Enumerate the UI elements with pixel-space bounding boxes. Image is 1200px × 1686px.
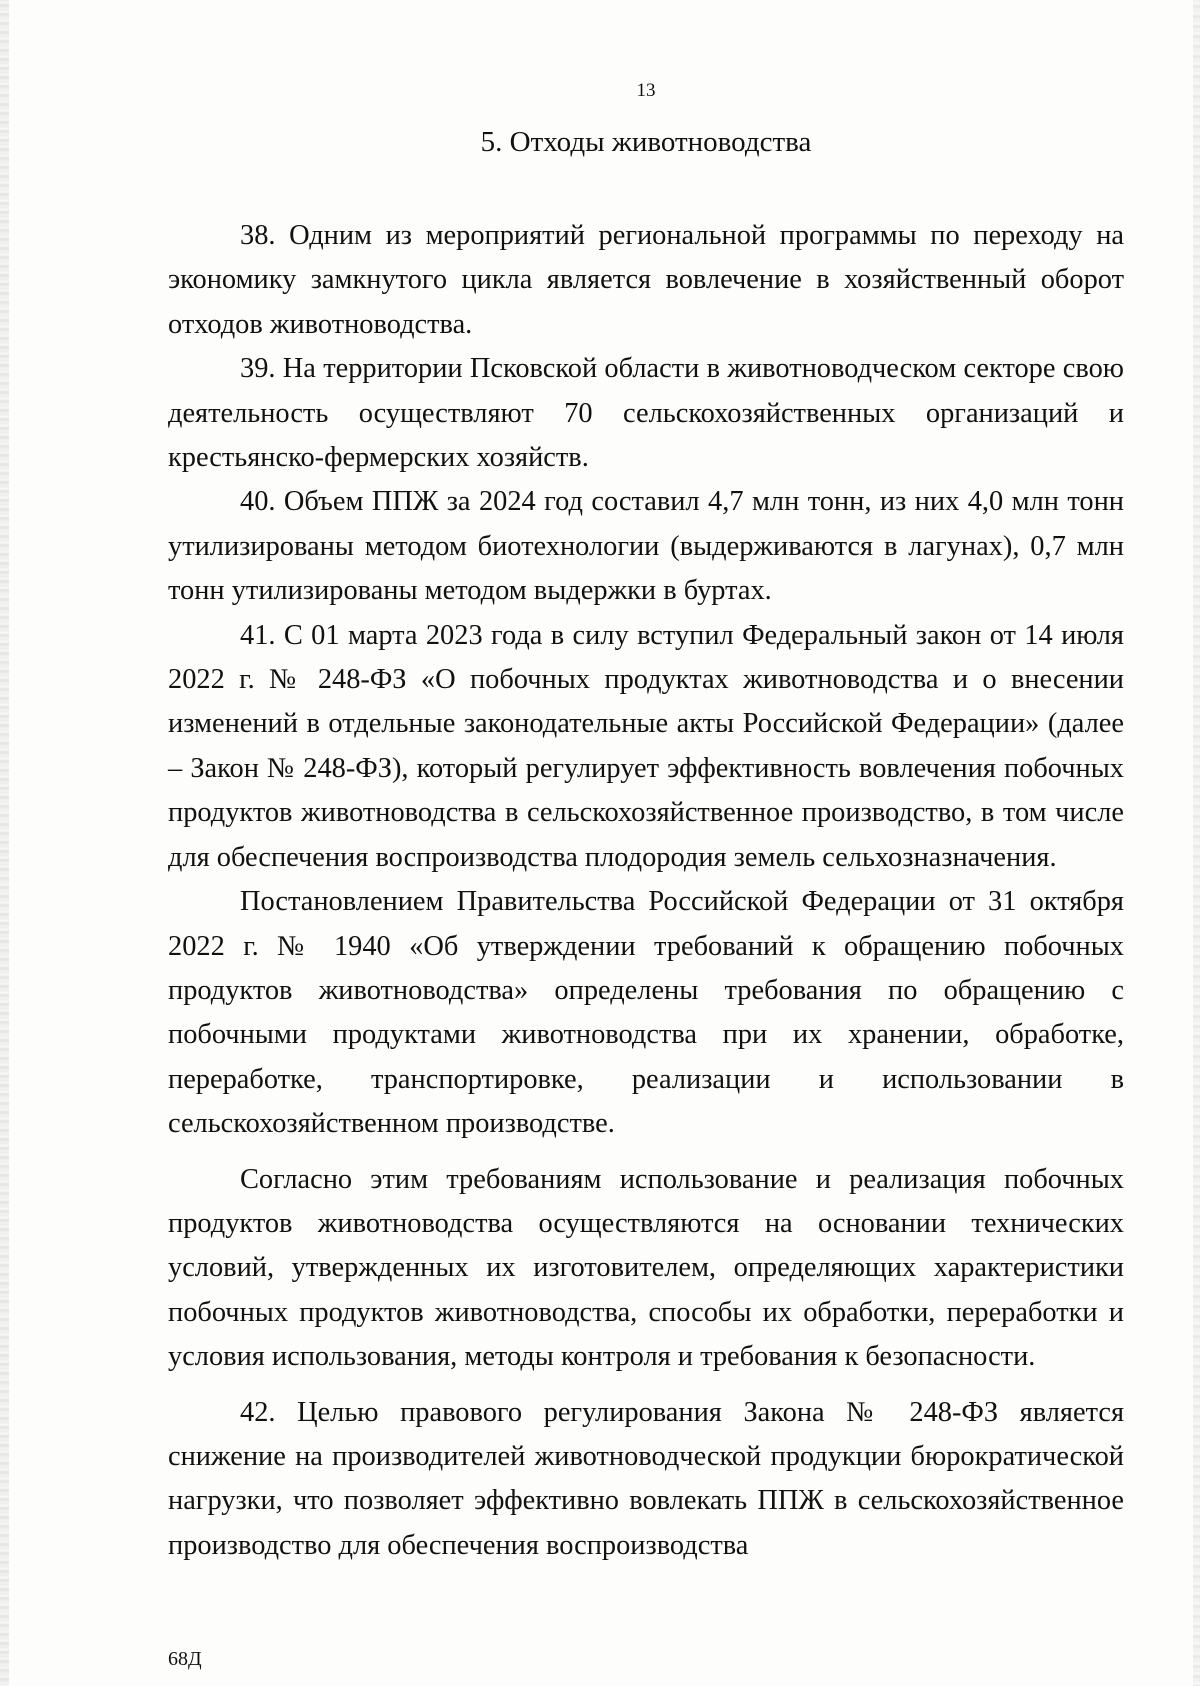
scan-edge-left [0, 0, 9, 1686]
body-text [168, 214, 1124, 1568]
paragraph-resolution-1940: Постановлением Правительства Российской Федерации от 31 октября 2022 г. № 1940 «Об утверждении требований к обращению побочных продуктов животноводства» определены требования по обращению с побочными продуктами животноводства при их хранении, обработке, переработке, транспортировке, реализации и использовании в сельскохозяйственном производстве. [168, 886, 1124, 1140]
paragraph-42: 42. Целью правового регулирования Закона № 248-ФЗ является снижение на производителей животноводческой продукции бюрократической нагрузки, что позволяет эффективно вовлекать ППЖ в сельскохозяйственное производство для обеспечения воспроизводства [168, 1396, 1124, 1561]
paragraph-spacer [168, 1380, 1124, 1391]
paragraph-41: 41. С 01 марта 2023 года в силу вступил Федеральный закон от 14 июля 2022 г. № 248-ФЗ «О побочных продуктах животноводства и о внесении изменений в отдельные законодательные акты Российской Федерации» (далее – Закон № 248-ФЗ), который регулирует эффективность вовлечения побочных продуктов животноводства в сельскохозяйственное производство, в том числе для обеспечения воспроизводства плодородия земель сельхозназначения. [168, 619, 1124, 873]
paragraph-39: 39. На территории Псковской области в животноводческом секторе свою деятельность осуществляют 70 сельскохозяйственных организаций и крестьянско-фермерских хозяйств. [168, 353, 1124, 474]
section-title: 5. Отходы животноводства [480, 126, 812, 158]
scan-edge-right [1193, 0, 1200, 1686]
paragraph-spacer [168, 1147, 1124, 1158]
paragraph-requirements: Согласно этим требованиям использование и реализация побочных продуктов животноводства осуществляются на основании технических условий, утвержденных их изготовителем, определяющих характеристики побочных продуктов животноводства, способы их обработки, переработки и условия использования, методы контроля и требования к безопасности. [168, 1163, 1124, 1373]
page-number: 13 [636, 80, 656, 101]
footer-code: 68Д [168, 1648, 202, 1670]
paragraph-40: 40. Объем ППЖ за 2024 год составил 4,7 млн тонн, из них 4,0 млн тонн утилизированы методом биотехнологии (выдерживаются в лагунах), 0,7 млн тонн утилизированы методом выдержки в буртах. [168, 486, 1124, 607]
paragraph-38: 38. Одним из мероприятий региональной программы по переходу на экономику замкнутого цикла является вовлечение в хозяйственный оборот отходов животноводства. [168, 220, 1124, 340]
